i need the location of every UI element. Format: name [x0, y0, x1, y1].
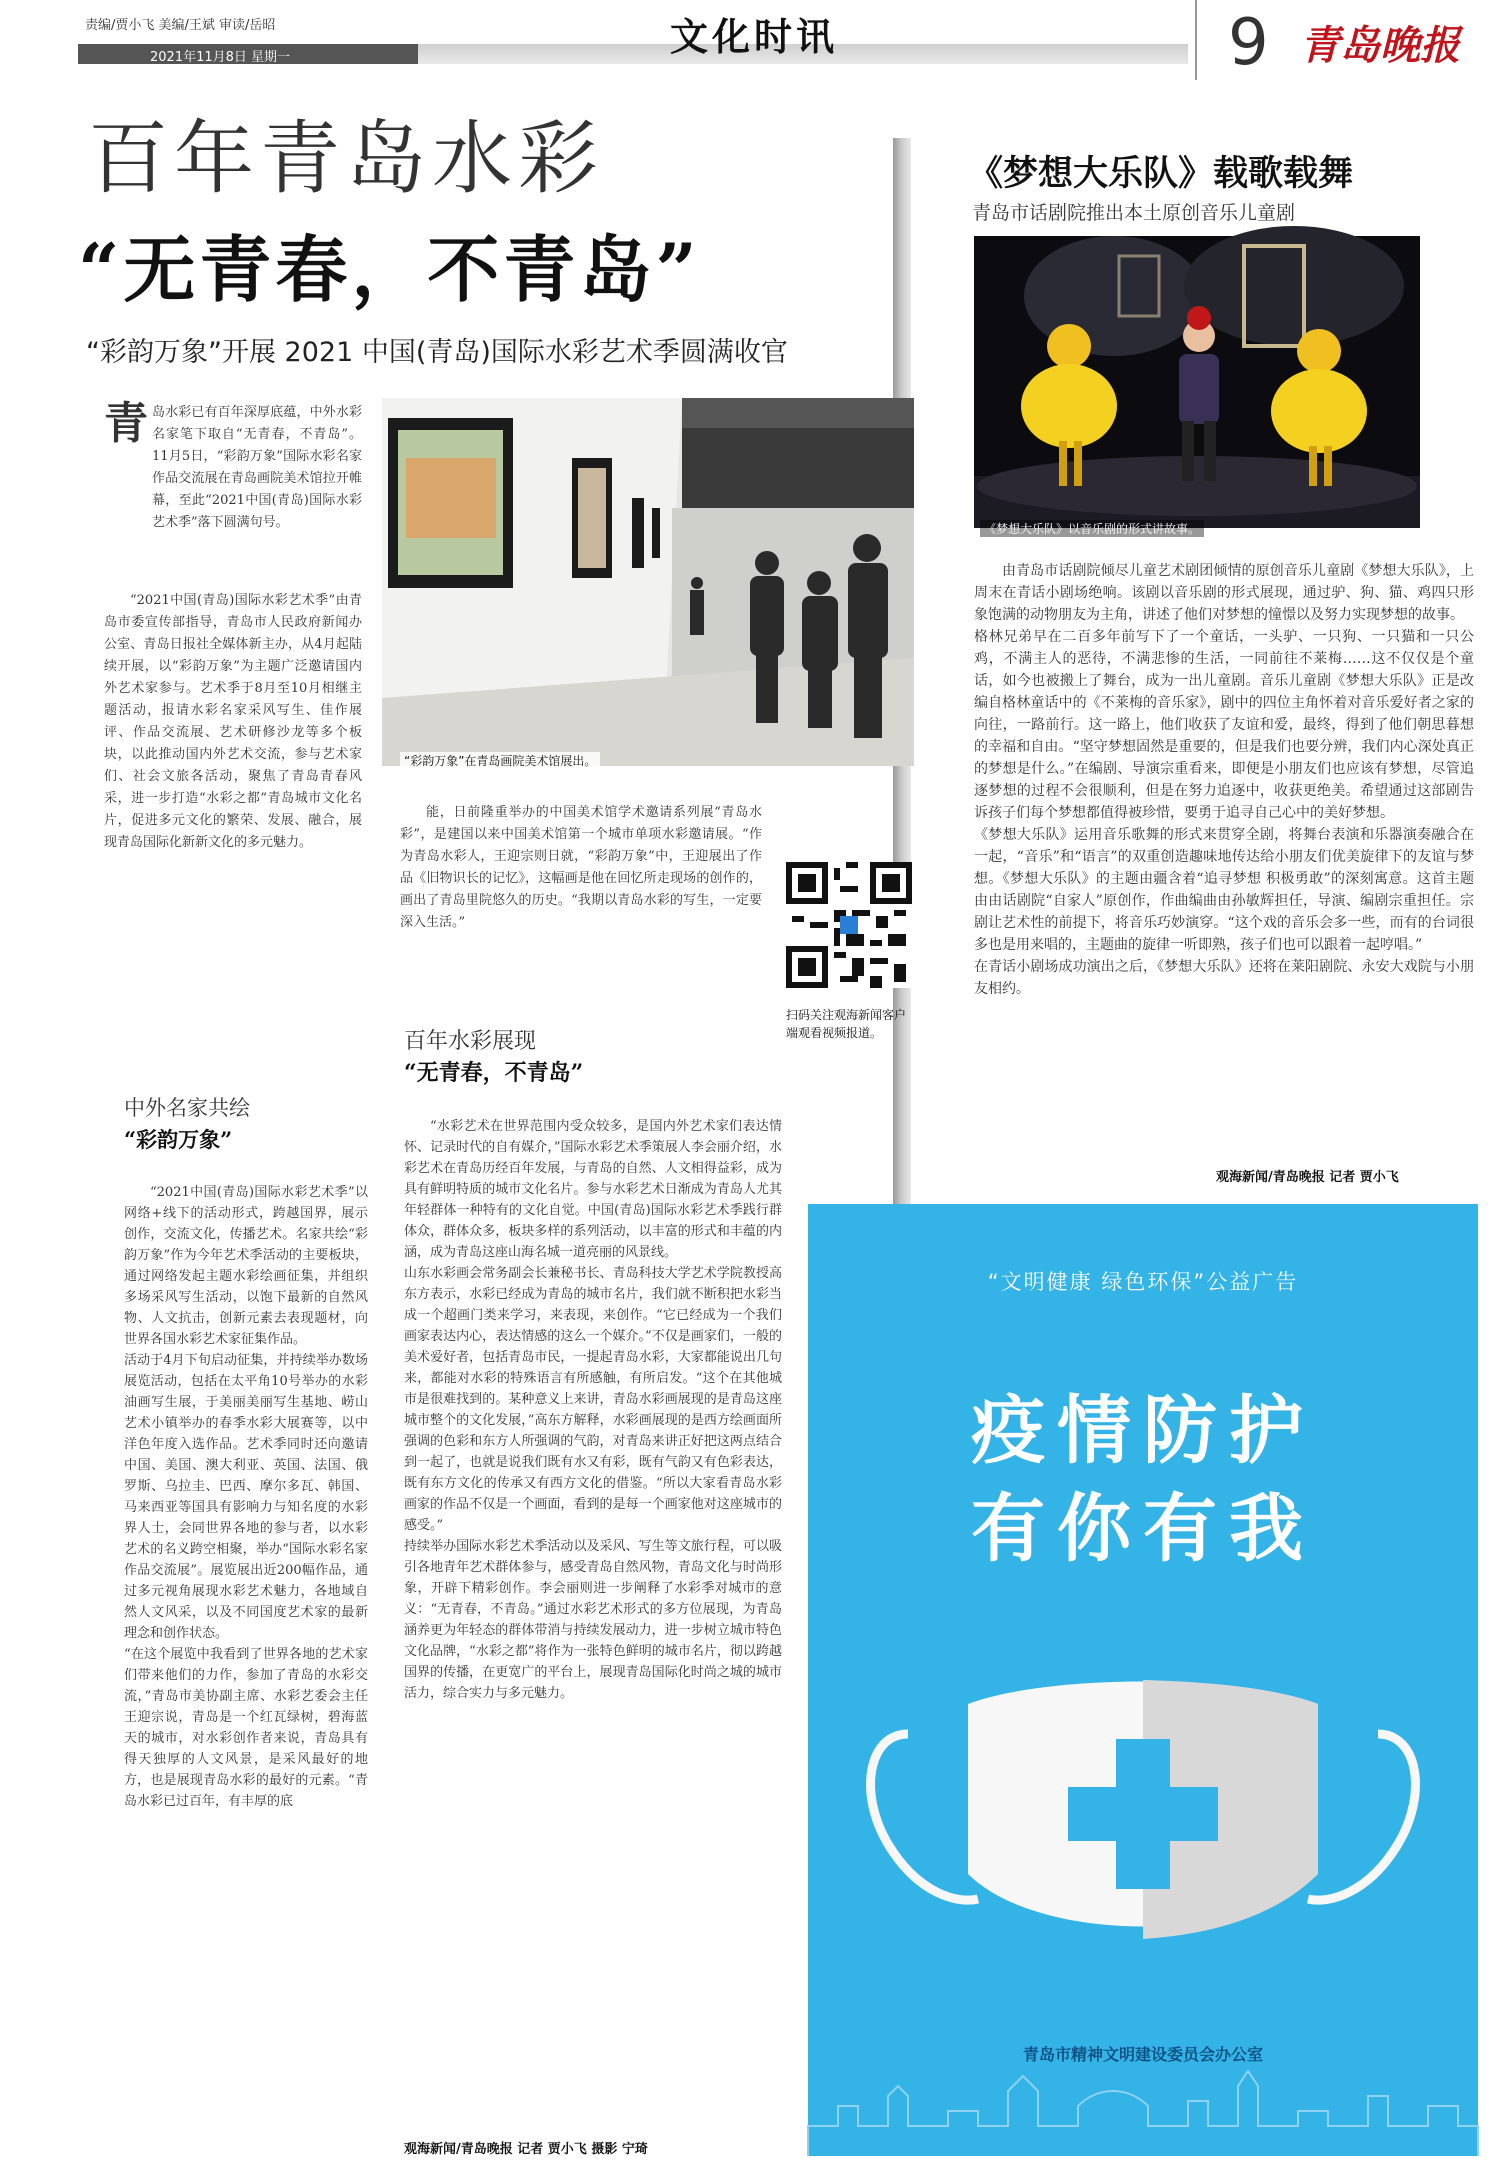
section-title: 文化时讯 — [670, 14, 839, 59]
side-article-title: 《梦想大乐队》载歌载舞 — [968, 153, 1354, 194]
drop-cap: 青 — [104, 398, 148, 449]
ad-slogan: “文明健康 绿色环保”公益广告 — [987, 1270, 1299, 1294]
city-skyline-icon — [808, 2066, 1478, 2156]
masthead-logo: 青岛晚报 — [1300, 22, 1460, 69]
section2-body: “水彩艺术在世界范围内受众较多，是国内外艺术家们表达情怀、记录时代的自有媒介，”国际水彩艺术季策展人李会丽介绍，水彩艺术在青岛历经百年发展，与青岛的自然、人文相得益彩，成为具有鲜明特质的城市文化名片。参与水彩艺术日渐成为青岛人尤其年轻群体一种特有的文化自觉。中国(青岛)国际水彩艺术季践行群体众，群体众多，板块多样的系列活动，以丰富的形式和丰蕴的内涵，成为青岛这座山海名城一道亮丽的风景线。 山东水彩画会常务副会长兼秘书长、青岛科技大学艺术学院教授高东方表示，水彩已经成为青岛的城市名片，我们就不断积把水彩当成一个超画门类来学习，来表现，来创作。“它已经成为一个我们画家表达内心，表达情感的这么一个媒介。”不仅是画家们，一般的美术爱好者，包括青岛市民，一提起青岛水彩，大家都能说出几句来，都能对水彩的特殊语言有所感触，有所启发。“这个在其他城市是很难找到的。某种意义上来讲，青岛水彩画展现的是青岛这座城市整个的文化发展，”高东方解释，水彩画展现的是西方绘画面所强调的色彩和东方人所强调的气韵，对青岛来讲正好把这两点结合到一起了，也就是说我们既有水又有彩，既有气韵又有色彩表达，既有东方文化的传承又有西方文化的借鉴。“所以大家看青岛水彩画家的作品不仅是一个画面，看到的是每一个画家他对这座城市的感受。” 持续举办国际水彩艺术季活动以及采风、写生等文旅行程，可以吸引各地青年艺术群体参与，感受青岛自然风物，青岛文化与时尚形象，开辟下精彩创作。李会丽则进一步阐释了水彩季对城市的意义：“无青春，不青岛。”通过水彩艺术形式的多方位展现，为青岛涵养更为年轻态的群体带消与持续发展动力，进一步树立城市特色文化品牌，“水彩之都”将作为一张特色鲜明的城市名片，彻以跨越国界的传播，在更宽广的平台上，展现青岛国际化时尚之城的城市活力，综合实力与多元魅力。 — [404, 1119, 782, 1701]
header-editors: 责编/贾小飞 美编/王斌 审读/岳昭 — [85, 18, 276, 33]
mid-paragraph — [400, 802, 762, 1012]
qr-code-graphic — [786, 862, 912, 988]
pre-title: 百年青岛水彩 — [88, 112, 604, 205]
side-article-body: 由青岛市话剧院倾尽儿童艺术剧团倾情的原创音乐儿童剧《梦想大乐队》，上周末在青话小剧场绝响。该剧以音乐剧的形式展现，通过驴、狗、猫、鸡四只形象饱满的动物朋友为主角，讲述了他们对梦想的憧憬以及努力实现梦想的故事。 格林兄弟早在二百多年前写下了一个童话，一头驴、一只狗、一只猫和一只公鸡，不满主人的恶待，不满悲惨的生活，一同前往不莱梅……这不仅仅是个童话，如今也被搬上了舞台，成为一出儿童剧。音乐儿童剧《梦想大乐队》正是改编自格林童话中的《不莱梅的音乐家》，剧中的四位主角怀着对音乐爱好者之家的向往，一路前行。这一路上，他们收获了友谊和爱，最终，得到了他们朝思暮想的幸福和自由。“坚守梦想固然是重要的，但是我们也要分辨，我们内心深处真正的梦想是什么。”在编剧、导演宗重看来，即便是小朋友们也应该有梦想，尽管追逐梦想的过程不会很顺利，但是在努力追逐中，收获更绝美。希望通过这部剧告诉孩子们每个梦想都值得被珍惜，要勇于追寻自己心中的美好梦想。 《梦想大乐队》运用音乐歌舞的形式来贯穿全剧，将舞台表演和乐器演奏融合在一起，“音乐”和“语言”的双重创造趣味地传达给小朋友们优美旋律下的友谊与梦想。《梦想大乐队》的主题由疆含着“追寻梦想 积极勇敢”的深刻寓意。这首主题由由话剧院“自家人”原创作，作曲编曲由孙敏辉担任，导演、编剧宗重担任。宗剧让艺术性的前提下，将音乐巧妙演穿。“这个戏的音乐会多一些，而有的台词很多也是用来唱的，主题曲的旋律一听即熟，孩子们也可以跟着一起哼唱。” 在青话小剧场成功演出之后，《梦想大乐队》还将在莱阳剧院、永安大戏院与小朋友相约。 — [974, 563, 1474, 997]
stage-photo — [974, 236, 1420, 528]
section2-kicker: 百年水彩展现 — [404, 1029, 537, 1054]
header-divider — [1195, 0, 1197, 80]
section2-title: “无青春，不青岛” — [404, 1060, 584, 1086]
lead-paragraph-2 — [104, 590, 362, 1010]
gallery-photo — [382, 398, 914, 766]
lead-paragraph-2-text: “2021中国(青岛)国际水彩艺术季”由青岛市委宣传部指导，青岛市人民政府新闻办公室、青岛日报社全媒体新主办，从4月起陆续开展，以“彩韵万象”为主题广泛邀请国内外艺术家参与。艺术季于8月至10月相继主题活动，报请水彩名家采风写生、佳作展评、作品交流展、艺术研修沙龙等多个板块，以此推动国内外艺术交流，参与艺术家们、社会文旅各活动，聚焦了青岛青春风采，进一步打造“水彩之都”青岛城市文化名片，促进多元文化的繁荣、发展、融合，展现青岛国际化新新文化的多元魅力。 — [104, 593, 362, 850]
page-number: 9 — [1228, 6, 1269, 80]
ad-headline-line1: 疫情防护 — [971, 1388, 1315, 1474]
stage-photo-illustration — [974, 236, 1420, 528]
section1-kicker: 中外名家共绘 — [124, 1096, 250, 1120]
mask-icon — [848, 1644, 1438, 1984]
mid-paragraph-text: 能，日前隆重举办的中国美术馆学术邀请系列展“青岛水彩”，是建国以来中国美术馆第一个城市单项水彩邀请展。“作为青岛水彩人，王迎宗则日就，“彩韵万象”中，王迎展出了作品《旧物识长的记忆》，这幅画是他在回忆所走现场的创作的，画出了青岛里院悠久的历史。“我期以青岛水彩的写生，一定要深入生活。” — [400, 805, 762, 930]
public-service-ad — [808, 1204, 1478, 2156]
ad-sponsor: 青岛市精神文明建设委员会办公室 — [1022, 2045, 1263, 2064]
side-article-subtitle: 青岛市话剧院推出本土原创音乐儿童剧 — [972, 202, 1296, 224]
section1-body: “2021中国(青岛)国际水彩艺术季”以网络+线下的活动形式，跨越国界，展示创作，交流文化，传播艺术。名家共绘“彩韵万象”作为今年艺术季活动的主要板块，通过网络发起主题水彩绘画征集，并组织多场采风写生活动，以饱下最新的自然风物、人文抗击，创新元素去表现题材，向世界各国水彩艺术家征集作品。 活动于4月下旬启动征集，并持续举办数场展览活动，包括在太平角10号举办的水彩油画写生展，于美丽美丽写生基地、崂山艺术小镇举办的春季水彩大展赛等，以中洋色年度入选作品。艺术季同时还向邀请中国、美国、澳大利亚、英国、法国、俄罗斯、乌拉圭、巴西、摩尔多瓦、韩国、马来西亚等国具有影响力与知名度的水彩界人士，会同世界各地的参与者，以水彩艺术的名义跨空相聚，举办“国际水彩名家作品交流展”。展览展出近200幅作品，通过多元视角展现水彩艺术魅力，各地域自然人文风采，以及不同国度艺术家的最新理念和创作状态。 “在这个展览中我看到了世界各地的艺术家们带来他们的力作，参加了青岛的水彩交流，”青岛市美协副主席、水彩艺委会主任王迎宗说，青岛是一个红瓦绿树，碧海蓝天的城市，对水彩创作者来说，青岛具有得天独厚的人文风景，是采风最好的地方，也是展现青岛水彩的最好的元素。“青岛水彩已过百年，有丰厚的底 — [124, 1185, 368, 1809]
ad-headline-line2: 有你有我 — [971, 1486, 1315, 1572]
article-subtitle: “彩韵万象”开展 2021 中国(青岛)国际水彩艺术季圆满收官 — [86, 337, 788, 368]
lead-paragraph: 岛水彩已有百年深厚底蕴，中外水彩名家笔下取自“无青春，不青岛”。11月5日，“彩韵万象”国际水彩名家作品交流展在青岛画院美术馆拉开帷幕，至此“2021中国(青岛)国际水彩艺术季”落下圆满句号。 — [152, 405, 362, 530]
section2-byline: 观海新闻/青岛晚报 记者 贾小飞 摄影 宁琦 — [404, 2142, 648, 2157]
gallery-photo-illustration — [382, 398, 914, 766]
header-date: 2021年11月8日 星期一 — [150, 50, 291, 65]
side-article-byline: 观海新闻/青岛晚报 记者 贾小飞 — [1216, 1170, 1399, 1185]
qr-code[interactable] — [786, 862, 912, 988]
section1-title: “彩韵万象” — [124, 1127, 233, 1152]
gallery-photo-caption: “彩韵万象”在青岛画院美术馆展出。 — [400, 752, 600, 769]
stage-photo-caption: 《梦想大乐队》以音乐剧的形式讲故事。 — [980, 520, 1204, 537]
article-title: “无青春，不青岛” — [78, 227, 701, 312]
qr-caption: 扫码关注观海新闻客户端观看视频报道。 — [786, 1008, 907, 1040]
